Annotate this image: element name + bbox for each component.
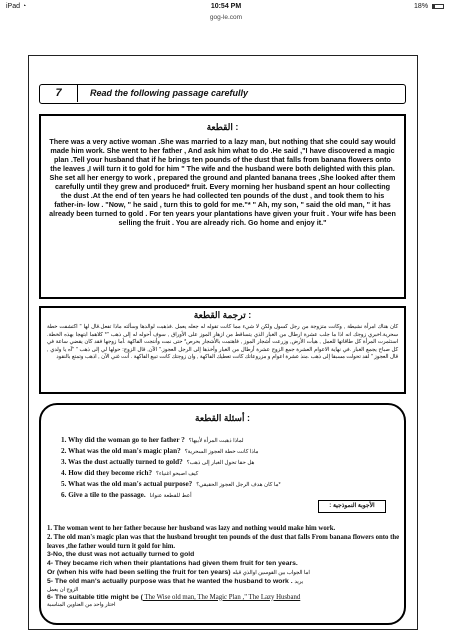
battery-percent: 18% xyxy=(414,3,429,10)
answer-2: 2. The old man's magic plan was that the husband brought ten pounds of the dust that falls From banana flowers onto the leaves ,the father would turn it gold for him. xyxy=(47,533,400,550)
translation-text: كان هناك امرأة نشيطة , وكانت متزوجة من رجل كسول ولكن لا شيء مما كانت تقوله له جعله يعمل .فذهبت لوالدها وسألته ماذا تفعل.قال لها " اكتشفت خطة سحرية.اخبري زوجك انه اذا ما جلب عشرة ارطال من الغبار الذي يتساقط من ازهار الموز على الأوراق , سوف أحوله له إلى ذهب "* كلاهما ابتهجا بهذه الخطة. استثمرت المرأة كل طاقاتها للعمل , هيأت الأرض, وزرعت أشجار الموز , فاهتمت بالأشجار بحرص* حتى نمت وأنتجت الفاكهة .أما زوجها فقد كان يقضي ساعة في كل صباح يجمع الغبار .في نهاية الاعوام العشرة جمع الزوج عشرة أرطال من الغبار وأخذها إلى الرجل العجوز." الآن, قال الزوج: حولها لي إلى ذهب " "آه يا ولدي , قال العجوز " لقد تحولت مسبقا إلى ذهب .منذ عشرة اعوام و مزروعاتك كانت تعطيك الفاكهة , وان زوجتك كانت تبيع الفاكهة . أنت غني الآن , اذهب وتمتع بالنقود xyxy=(47,324,398,360)
answer-4-arabic-note: اما الجواب بين القوسين اوالذي قبله xyxy=(232,569,310,576)
answer-4-alt-text: Or (when his wife had been selling the fruit for ten years) xyxy=(47,568,231,576)
question-arabic: ما كان هدف الرجل العجوز الحقيقي؟* xyxy=(196,482,281,488)
question-text: 5. What was the old man's actual purpose? xyxy=(61,480,193,488)
answer-1: 1. The woman went to her father because her husband was lazy and nothing would make him work. xyxy=(47,525,336,532)
passage-box xyxy=(39,114,406,299)
question-arabic: لماذا ذهبت المرأة لأبيها؟ xyxy=(188,438,244,444)
question-arabic: ماذا كانت خطة العجوز السحرية؟ xyxy=(184,449,259,455)
translation-box xyxy=(39,306,406,394)
passage-heading: : القطعة xyxy=(206,122,239,132)
answer-3: 3-No, the dust was not actually turned to gold xyxy=(47,551,195,559)
battery-status xyxy=(414,3,444,10)
questions-box xyxy=(39,403,406,625)
question-text: 6. Give a tile to the passage. xyxy=(61,491,146,499)
exercise-number: 7 xyxy=(40,85,78,102)
question-arabic: كيف اصبحو اغنياء؟ xyxy=(156,471,199,477)
status-bar xyxy=(0,0,452,14)
answer-5-arabic: الزوج ان يعمل xyxy=(47,586,79,593)
url-label[interactable]: gog-le.com xyxy=(209,14,243,21)
question-arabic: أعط للقطعة عنوانا xyxy=(149,493,192,499)
answer-6-titles: The Wise old man, The Magic Plan ," The Lazy Husband xyxy=(142,593,301,601)
question-arabic: هل حقا تحول الغبار إلى ذهب؟ xyxy=(186,460,255,466)
question-item xyxy=(61,479,401,490)
instruction-title: Read the following passage carefully xyxy=(90,88,249,98)
answer-5-arabic-tail: يريد xyxy=(294,578,304,585)
translation-heading: : ترجمة القطعة xyxy=(193,310,252,320)
battery-icon xyxy=(432,4,444,9)
answer-6 xyxy=(47,594,402,603)
question-list xyxy=(61,435,401,501)
title-box xyxy=(39,84,406,104)
answer-4: 4- They became rich when their plantations had given them fruit for ten years. xyxy=(47,560,298,568)
battery-fill xyxy=(433,5,435,8)
answer-5 xyxy=(47,578,402,587)
wifi-icon: ◔ xyxy=(21,3,27,10)
question-item xyxy=(61,446,401,457)
question-text: 1. Why did the woman go to her father ? xyxy=(61,436,185,444)
passage-text: There was a very active woman .She was married to a lazy man, but nothing that she could say would made him work. She went to her father , And ask him what to do .He said ,"I have discovered a magic plan .Tell your husband that if he brings ten pounds of the dust that falls from banana flowers onto the leaves ,I will turn it to gold for him " The wife and the husband were both delighted with this plan. She set all her energy to work , prepared the ground and planted banana trees ,She looked after them carefully until they grew and produced* fruit. Every morning her husband spent an hour collecting the dust .At the end of ten years he had collected ten pounds of the dust , and took them to his father-in- low . "Now, " he said , turn this to gold for me."* " Ah, my son, " said the old man, " it has already been turned to gold . For ten years your plantations have given your fruit . Your wife has been selling the fruit . You are already rich. Go home and enjoy it." xyxy=(49,137,396,227)
question-item xyxy=(61,457,401,468)
question-item xyxy=(61,435,401,446)
question-item xyxy=(61,468,401,479)
questions-heading: : أسئلة القطعة xyxy=(195,413,250,423)
question-text: 4. How did they become rich? xyxy=(61,469,153,477)
model-answers-badge: الأجوبة النموذجية : xyxy=(318,500,386,513)
clock: 10:54 PM xyxy=(210,3,242,10)
answer-5-text: 5- The old man's actually purpose was that he wanted the husband to work . xyxy=(47,577,293,585)
question-text: 3. Was the dust actually turned to gold? xyxy=(61,458,183,466)
answer-6-arabic: اختار واحد من العناوين المناسبة xyxy=(47,602,116,609)
answer-6-prefix: 6- The suitable title might be ( xyxy=(47,593,143,601)
answers-section xyxy=(47,525,402,609)
worksheet-page xyxy=(28,55,418,630)
question-text: 2. What was the old man's magic plan? xyxy=(61,447,181,455)
answer-4-alt xyxy=(47,569,402,578)
device-label: iPad xyxy=(6,3,21,10)
